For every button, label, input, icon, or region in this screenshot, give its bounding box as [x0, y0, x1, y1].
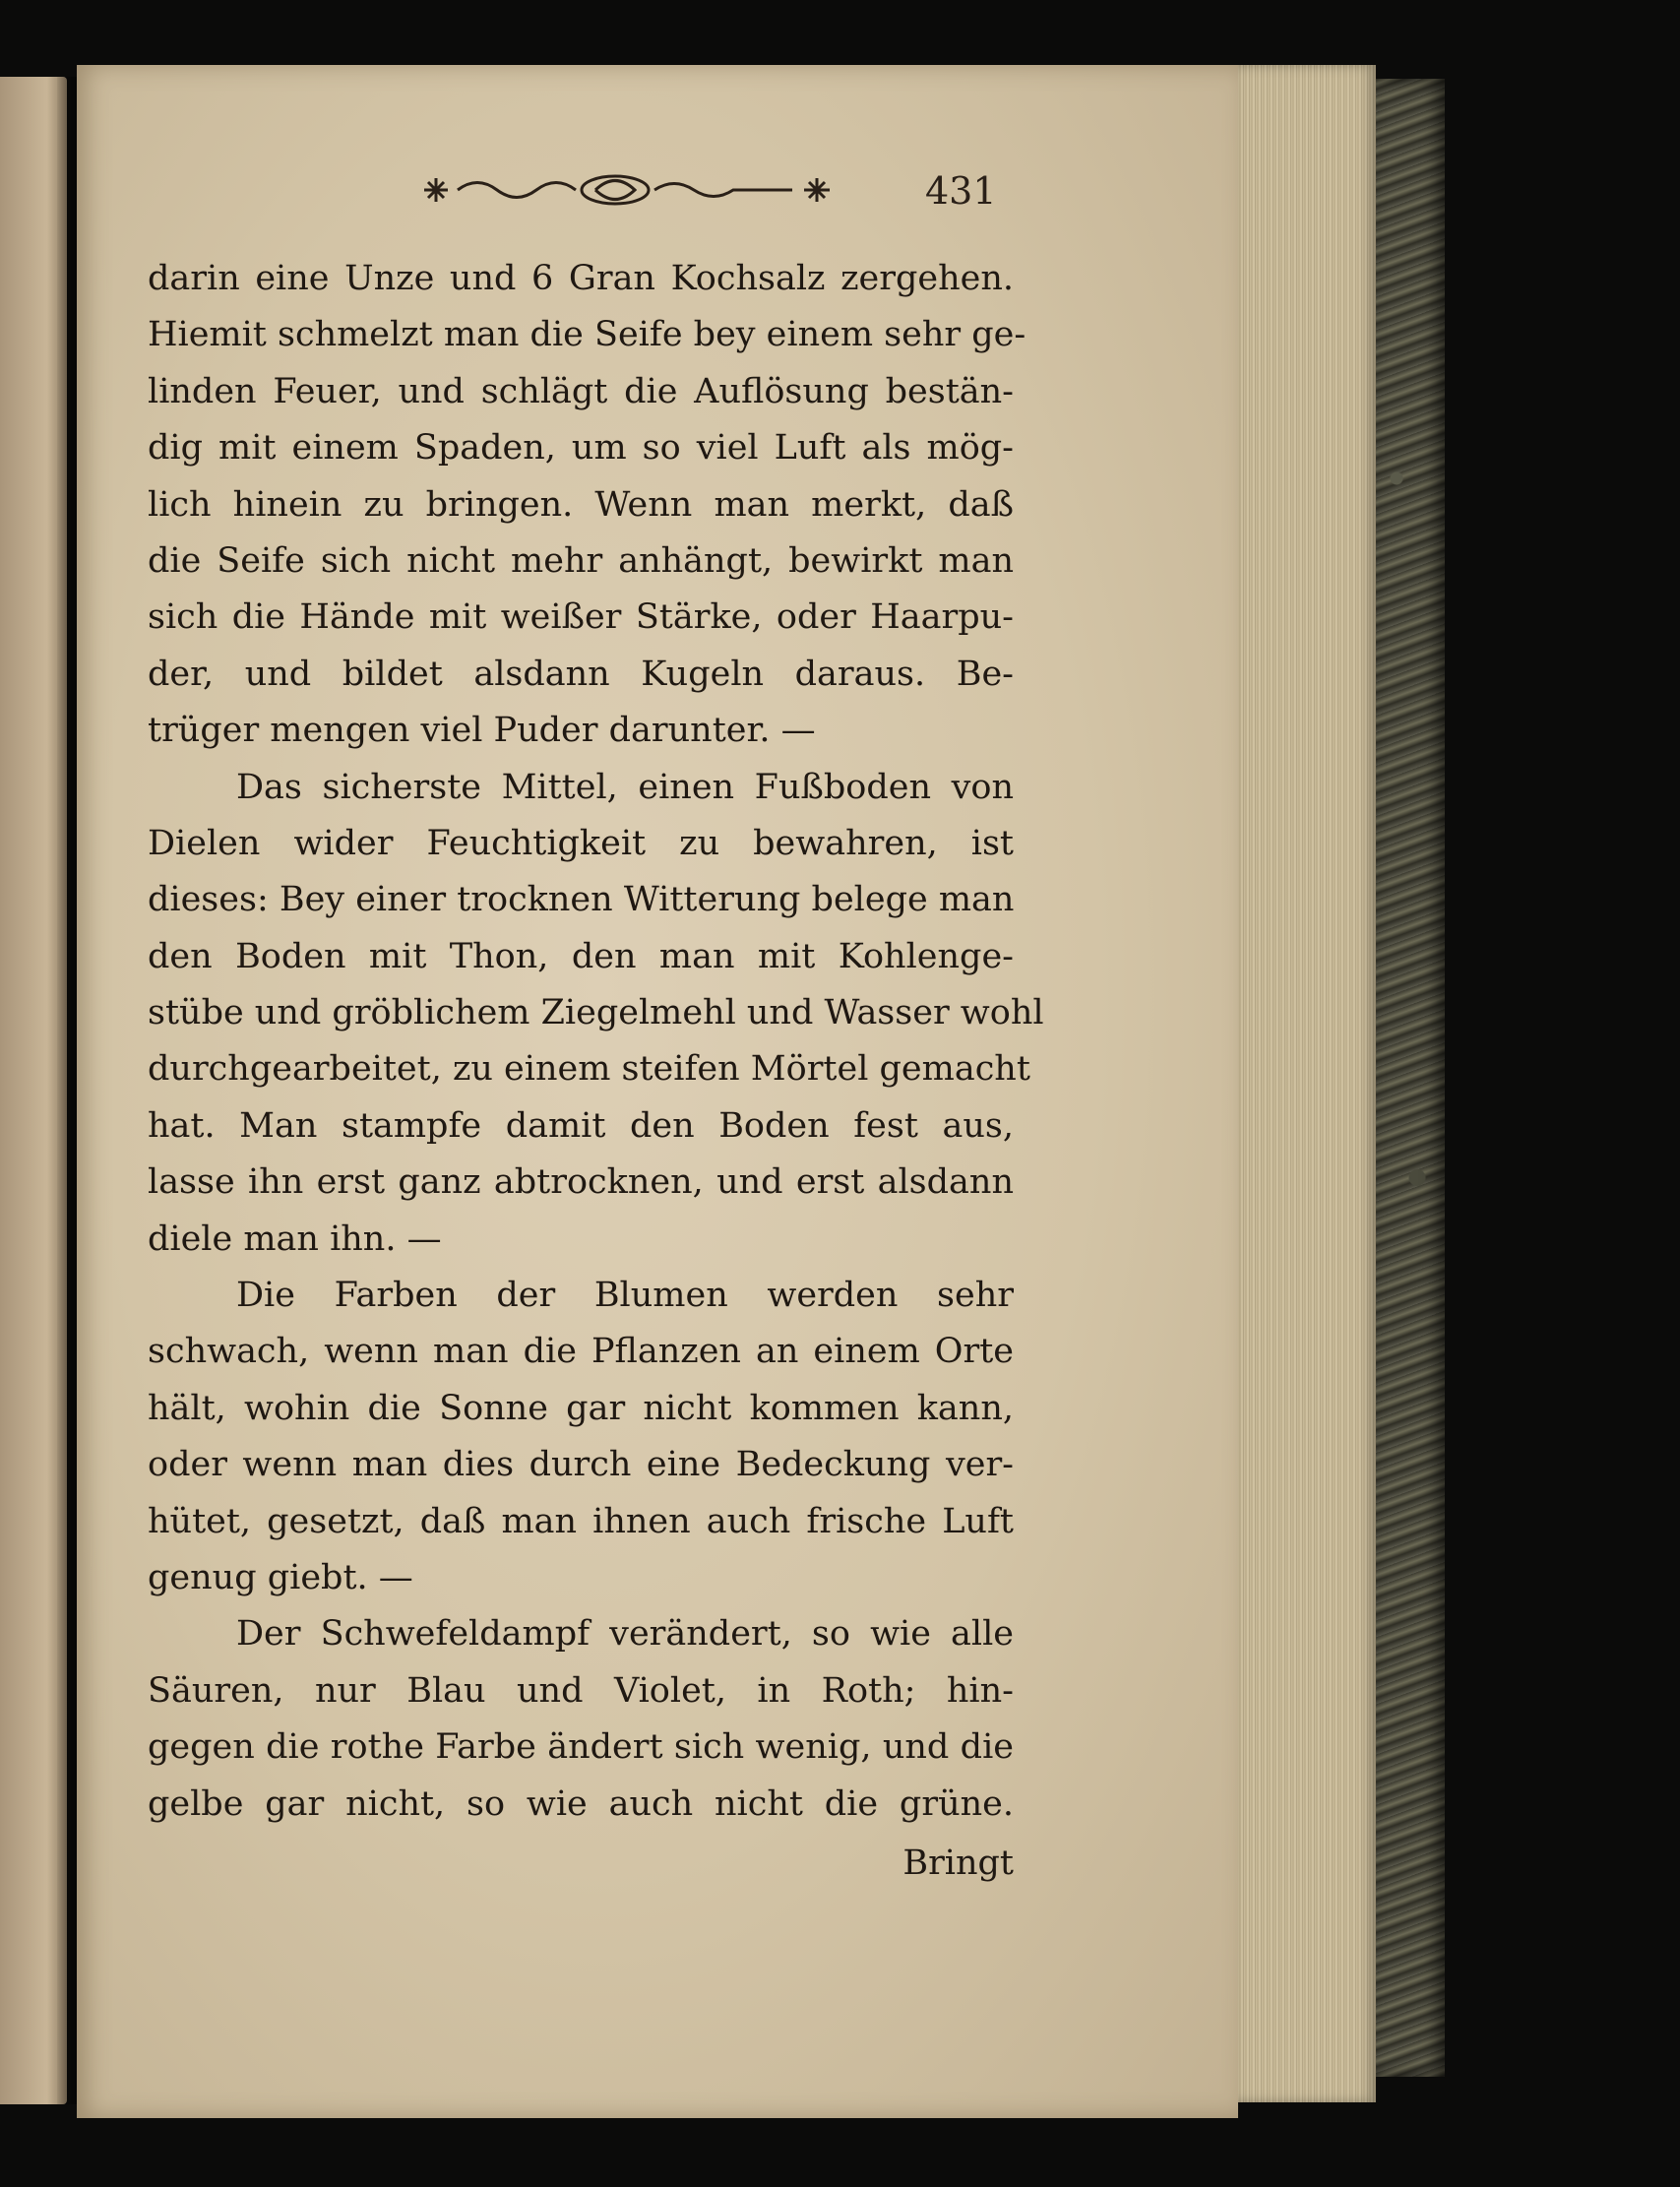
text-line: darin eine Unze und 6 Gran Kochsalz zergehen. — [148, 259, 1014, 298]
text-line: sich die Hände mit weißer Stärke, oder Haarpu- — [148, 597, 1014, 638]
text-line: den Boden mit Thon, den man mit Kohlenge- — [148, 936, 1014, 976]
text-line: trüger mengen viel Puder darunter. — — [148, 711, 816, 751]
text-line: lasse ihn erst ganz abtrocknen, und erst alsdann — [148, 1162, 1014, 1203]
text-line: dieses: Bey einer trocknen Witterung belege man — [148, 880, 1015, 920]
text-line: der, und bildet alsdann Kugeln daraus. Be- — [148, 654, 1014, 694]
text-line: schwach, wenn man die Pflanzen an einem Orte — [148, 1332, 1014, 1372]
text-line: Die Farben der Blumen werden sehr — [236, 1276, 1014, 1316]
text-line: stübe und gröblichem Ziegelmehl und Wasser wohl — [148, 993, 1044, 1033]
text-line: durchgearbeitet, zu einem steifen Mörtel gemacht — [148, 1049, 1030, 1090]
text-line: Hiemit schmelzt man die Seife bey einem sehr ge- — [148, 315, 1027, 355]
header-ornament — [418, 167, 851, 213]
text-line: oder wenn man dies durch eine Bedeckung ver- — [148, 1445, 1014, 1485]
page-block-edge — [1238, 65, 1376, 2102]
text-line: Dielen wider Feuchtigkeit zu bewahren, ist — [148, 823, 1014, 863]
body-text — [148, 251, 1044, 1833]
text-line: hält, wohin die Sonne gar nicht kommen kann, — [148, 1388, 1014, 1428]
text-line: gegen die rothe Farbe ändert sich wenig, und die — [148, 1727, 1014, 1768]
text-line: Säuren, nur Blau und Violet, in Roth; hin- — [148, 1670, 1014, 1711]
text-line: hat. Man stampfe damit den Boden fest aus, — [148, 1105, 1014, 1146]
gutter-shadow — [57, 77, 77, 2104]
text-line: die Seife sich nicht mehr anhängt, bewirkt man — [148, 540, 1014, 581]
text-line: lich hinein zu bringen. Wenn man merkt, daß — [148, 484, 1014, 525]
marbled-cover — [1376, 79, 1445, 2077]
text-line: Das sicherste Mittel, einen Fußboden von — [236, 767, 1014, 807]
text-line: diele man ihn. — — [148, 1218, 442, 1259]
text-line: Der Schwefeldampf verändert, so wie alle — [236, 1614, 1014, 1655]
page-header — [148, 165, 1014, 224]
catchword: Bringt — [902, 1843, 1014, 1883]
text-line: dig mit einem Spaden, um so viel Luft als mög- — [148, 428, 1014, 469]
text-line: hütet, gesetzt, daß man ihnen auch frische Luft — [148, 1501, 1014, 1541]
text-line: gelbe gar nicht, so wie auch nicht die grüne. — [148, 1783, 1014, 1824]
page-number: 431 — [925, 169, 997, 213]
text-line: genug giebt. — — [148, 1557, 413, 1597]
text-line: linden Feuer, und schlägt die Auflösung bestän- — [148, 371, 1014, 411]
